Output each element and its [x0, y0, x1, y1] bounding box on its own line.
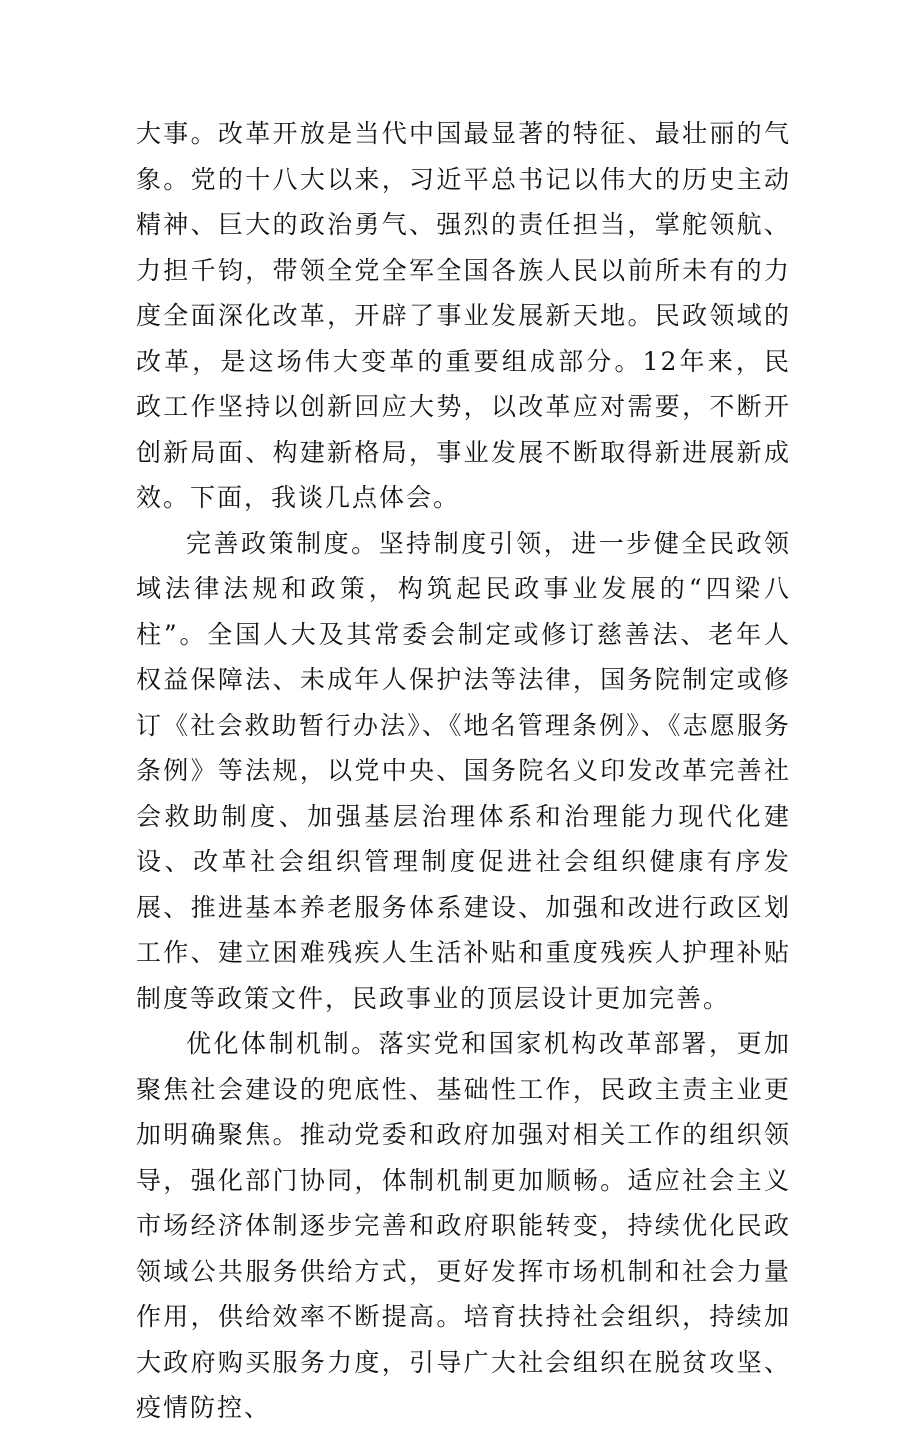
paragraph-institutional-mechanism: 优化体制机制。落实党和国家机构改革部署，更加聚焦社会建设的兜底性、基础性工作，民政主责主业更加明确聚焦。推动党委和政府加强对相关工作的组织领导，强化部门协同，体制机制更加顺畅。适应社会主义市场经济体制逐步完善和政府职能转变，持续优化民政领域公共服务供给方式，更好发挥市场机制和社会力量作用，供给效率不断提高。培育扶持社会组织，持续加大政府购买服务力度，引导广大社会组织在脱贫攻坚、疫情防控、 [136, 1029, 791, 1422]
paragraph-intro: 大事。改革开放是当代中国最显著的特征、最壮丽的气象。党的十八大以来，习近平总书记以伟大的历史主动精神、巨大的政治勇气、强烈的责任担当，掌舵领航、力担千钧，带领全党全军全国各族人民以前所未有的力度全面深化改革，开辟了事业发展新天地。民政领域的改革，是这场伟大变革的重要组成部分。12年来，民政工作坚持以创新回应大势，以改革应对需要，不断开创新局面、构建新格局，事业发展不断取得新进展新成效。下面，我谈几点体会。 [136, 119, 791, 512]
paragraph-policy-system: 完善政策制度。坚持制度引领，进一步健全民政领域法律法规和政策，构筑起民政事业发展的“四梁八柱”。全国人大及其常委会制定或修订慈善法、老年人权益保障法、未成年人保护法等法律，国务院制定或修订《社会救助暂行办法》、《地名管理条例》、《志愿服务条例》等法规，以党中央、国务院名义印发改革完善社会救助制度、加强基层治理体系和治理能力现代化建设、改革社会组织管理制度促进社会组织健康有序发展、推进基本养老服务体系建设、加强和改进行政区划工作、建立困难残疾人生活补贴和重度残疾人护理补贴制度等政策文件，民政事业的顶层设计更加完善。 [136, 528, 791, 1013]
document-page [136, 111, 791, 1431]
